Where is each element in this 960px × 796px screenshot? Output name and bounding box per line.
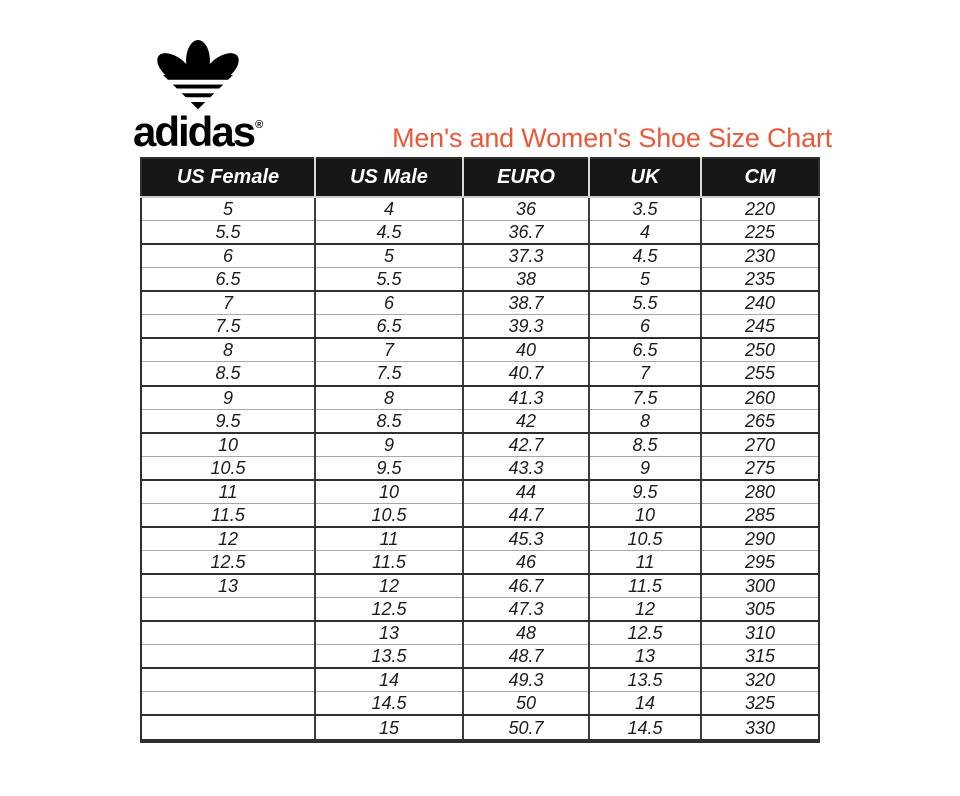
table-cell: 7.5 <box>315 362 463 386</box>
table-cell: 46.7 <box>463 574 589 598</box>
table-cell: 43.3 <box>463 456 589 480</box>
table-cell: 320 <box>701 668 819 692</box>
table-row <box>141 645 819 669</box>
table-cell: 13 <box>141 574 315 598</box>
table-cell: 4 <box>315 197 463 221</box>
table-cell: 300 <box>701 574 819 598</box>
size-chart-table <box>140 157 820 743</box>
table-cell: 8.5 <box>141 362 315 386</box>
page-title: Men's and Women's Shoe Size Chart <box>392 123 832 153</box>
table-cell: 8 <box>589 409 701 433</box>
table-row <box>141 268 819 292</box>
table-cell: 280 <box>701 480 819 504</box>
table-cell: 15 <box>315 715 463 741</box>
table-cell <box>141 692 315 716</box>
table-cell: 9 <box>589 456 701 480</box>
table-row <box>141 621 819 645</box>
table-row <box>141 291 819 315</box>
table-cell: 37.3 <box>463 244 589 268</box>
table-cell: 6 <box>315 291 463 315</box>
registered-trademark-symbol: ® <box>255 119 264 131</box>
table-cell: 250 <box>701 338 819 362</box>
table-cell: 240 <box>701 291 819 315</box>
table-body <box>141 197 819 741</box>
table-cell: 225 <box>701 221 819 245</box>
table-cell: 9.5 <box>141 409 315 433</box>
brand-name: adidas <box>133 108 255 155</box>
table-cell: 330 <box>701 715 819 741</box>
table-cell: 5.5 <box>141 221 315 245</box>
table-cell: 11.5 <box>141 503 315 527</box>
table-cell: 12.5 <box>315 598 463 622</box>
table-cell <box>141 668 315 692</box>
table-row <box>141 527 819 551</box>
table-cell: 265 <box>701 409 819 433</box>
table-cell: 6.5 <box>589 338 701 362</box>
table-cell: 41.3 <box>463 386 589 410</box>
table-cell: 14.5 <box>315 692 463 716</box>
table-cell: 44.7 <box>463 503 589 527</box>
column-header-euro: EURO <box>463 158 589 197</box>
table-cell: 9.5 <box>315 456 463 480</box>
table-cell: 4 <box>589 221 701 245</box>
table-cell: 235 <box>701 268 819 292</box>
table-cell: 38 <box>463 268 589 292</box>
table-cell: 290 <box>701 527 819 551</box>
table-cell: 13 <box>315 621 463 645</box>
table-cell: 9 <box>315 433 463 457</box>
table-cell: 7.5 <box>141 315 315 339</box>
table-cell <box>141 645 315 669</box>
table-cell: 275 <box>701 456 819 480</box>
table-cell: 14 <box>589 692 701 716</box>
table-cell: 305 <box>701 598 819 622</box>
adidas-trefoil-icon <box>148 40 248 110</box>
table-row <box>141 221 819 245</box>
table-cell: 40.7 <box>463 362 589 386</box>
table-cell: 9.5 <box>589 480 701 504</box>
table-cell: 40 <box>463 338 589 362</box>
table-cell: 10.5 <box>315 503 463 527</box>
table-cell: 39.3 <box>463 315 589 339</box>
table-cell: 42.7 <box>463 433 589 457</box>
table-cell: 230 <box>701 244 819 268</box>
table-row <box>141 409 819 433</box>
table-cell: 6 <box>589 315 701 339</box>
table-cell: 44 <box>463 480 589 504</box>
column-header-us-female: US Female <box>141 158 315 197</box>
table-cell: 50.7 <box>463 715 589 741</box>
table-cell: 36 <box>463 197 589 221</box>
table-cell: 5.5 <box>589 291 701 315</box>
table-cell: 5 <box>589 268 701 292</box>
column-header-uk: UK <box>589 158 701 197</box>
table-cell: 6 <box>141 244 315 268</box>
table-cell: 255 <box>701 362 819 386</box>
table-cell: 10.5 <box>589 527 701 551</box>
table-cell: 12 <box>315 574 463 598</box>
table-cell: 220 <box>701 197 819 221</box>
table-cell: 45.3 <box>463 527 589 551</box>
table-cell: 38.7 <box>463 291 589 315</box>
table-cell: 8 <box>141 338 315 362</box>
table-cell: 315 <box>701 645 819 669</box>
table-cell: 13.5 <box>315 645 463 669</box>
table-cell: 13 <box>589 645 701 669</box>
table-cell: 295 <box>701 550 819 574</box>
column-header-cm: CM <box>701 158 819 197</box>
table-row <box>141 338 819 362</box>
table-cell: 13.5 <box>589 668 701 692</box>
table-cell: 5 <box>315 244 463 268</box>
table-cell <box>141 715 315 741</box>
table-row <box>141 503 819 527</box>
table-cell: 42 <box>463 409 589 433</box>
table-row <box>141 574 819 598</box>
table-cell: 48 <box>463 621 589 645</box>
table-cell: 12.5 <box>141 550 315 574</box>
table-row <box>141 668 819 692</box>
table-row <box>141 433 819 457</box>
adidas-logo <box>133 40 263 153</box>
table-cell: 10 <box>141 433 315 457</box>
table-cell: 10 <box>315 480 463 504</box>
table-cell: 325 <box>701 692 819 716</box>
table-cell: 11.5 <box>589 574 701 598</box>
table-cell: 14 <box>315 668 463 692</box>
table-row <box>141 197 819 221</box>
table-row <box>141 456 819 480</box>
table-cell: 50 <box>463 692 589 716</box>
table-row <box>141 244 819 268</box>
table-cell: 4.5 <box>315 221 463 245</box>
table-cell: 7 <box>589 362 701 386</box>
table-cell: 46 <box>463 550 589 574</box>
table-cell: 7.5 <box>589 386 701 410</box>
table-cell: 5 <box>141 197 315 221</box>
table-cell: 8 <box>315 386 463 410</box>
table-row <box>141 692 819 716</box>
table-cell: 7 <box>315 338 463 362</box>
table-cell: 11.5 <box>315 550 463 574</box>
table-cell <box>141 598 315 622</box>
table-cell <box>141 621 315 645</box>
table-cell: 14.5 <box>589 715 701 741</box>
column-header-us-male: US Male <box>315 158 463 197</box>
table-cell: 6.5 <box>141 268 315 292</box>
table-cell: 6.5 <box>315 315 463 339</box>
table-cell: 12.5 <box>589 621 701 645</box>
table-cell: 7 <box>141 291 315 315</box>
table-cell: 11 <box>589 550 701 574</box>
table-cell: 11 <box>315 527 463 551</box>
table-row <box>141 386 819 410</box>
table-cell: 48.7 <box>463 645 589 669</box>
table-cell: 310 <box>701 621 819 645</box>
table-row <box>141 362 819 386</box>
table-row <box>141 550 819 574</box>
table-cell: 11 <box>141 480 315 504</box>
table-cell: 8.5 <box>589 433 701 457</box>
table-cell: 8.5 <box>315 409 463 433</box>
header-row <box>141 158 819 197</box>
table-row <box>141 315 819 339</box>
table-row <box>141 598 819 622</box>
table-cell: 270 <box>701 433 819 457</box>
table-cell: 5.5 <box>315 268 463 292</box>
table-cell: 10.5 <box>141 456 315 480</box>
table-cell: 285 <box>701 503 819 527</box>
table-cell: 49.3 <box>463 668 589 692</box>
table-row <box>141 715 819 741</box>
table-cell: 12 <box>589 598 701 622</box>
table-cell: 245 <box>701 315 819 339</box>
table-cell: 9 <box>141 386 315 410</box>
table-cell: 10 <box>589 503 701 527</box>
brand-wordmark <box>133 108 264 155</box>
table-cell: 260 <box>701 386 819 410</box>
table-cell: 3.5 <box>589 197 701 221</box>
table-cell: 4.5 <box>589 244 701 268</box>
table-cell: 36.7 <box>463 221 589 245</box>
table-row <box>141 480 819 504</box>
table-cell: 47.3 <box>463 598 589 622</box>
table-cell: 12 <box>141 527 315 551</box>
